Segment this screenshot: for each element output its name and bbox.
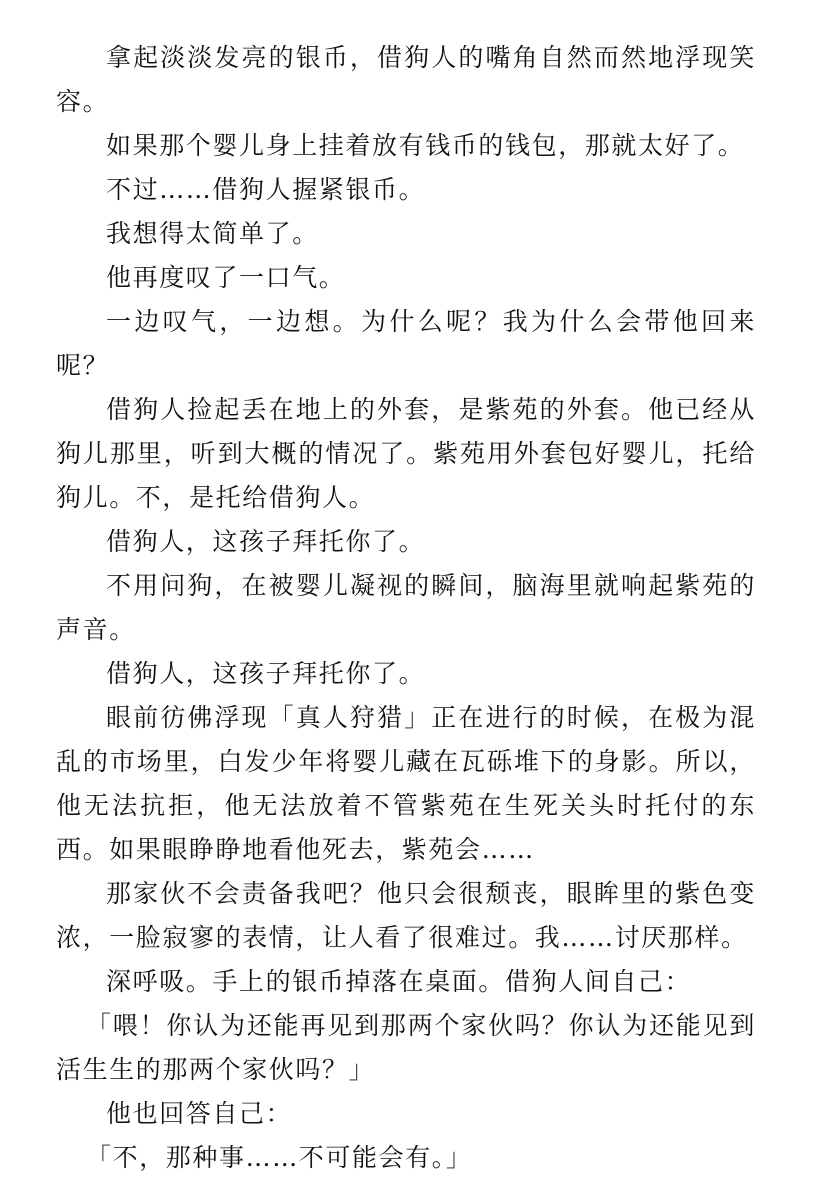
paragraph: 不用问狗，在被婴儿凝视的瞬间，脑海里就响起紫苑的声音。 (56, 571, 756, 644)
paragraph: 如果那个婴儿身上挂着放有钱币的钱包，那就太好了。 (106, 131, 745, 160)
document-page (56, 36, 756, 1180)
paragraph: 一边叹气，一边想。为什么呢？我为什么会带他回来呢？ (56, 307, 756, 380)
dialogue-paragraph: 「不，那种事……不可能会有。」 (86, 1143, 473, 1172)
paragraph: 借狗人捡起丢在地上的外套，是紫苑的外套。他已经从狗儿那里，听到大概的情况了。紫苑用外套包好婴儿，托给狗儿。不，是托给借狗人。 (56, 395, 756, 512)
paragraph: 眼前彷佛浮现「真人狩猎」正在进行的时候，在极为混乱的市场里，白发少年将婴儿藏在瓦砾堆下的身影。所以，他无法抗拒，他无法放着不管紫苑在生死关头时托付的东西。如果眼睁睁地看他死去，紫苑会…… (56, 703, 756, 864)
paragraph: 他也回答自己： (106, 1099, 293, 1128)
paragraph: 他再度叹了一口气。 (106, 263, 346, 292)
paragraph: 借狗人，这孩子拜托你了。 (106, 527, 426, 556)
dialogue-paragraph: 「喂！你认为还能再见到那两个家伙吗？你认为还能见到活生生的那两个家伙吗？」 (56, 1011, 756, 1084)
paragraph: 深呼吸。手上的银币掉落在桌面。借狗人间自己： (106, 967, 692, 996)
paragraph: 借狗人，这孩子拜托你了。 (106, 659, 426, 688)
paragraph: 不过……借狗人握紧银币。 (106, 175, 426, 204)
paragraph: 那家伙不会责备我吧？他只会很颓丧，眼眸里的紫色变浓，一脸寂寥的表情，让人看了很难过。我……讨厌那样。 (56, 879, 756, 952)
paragraph: 拿起淡淡发亮的银币，借狗人的嘴角自然而然地浮现笑容。 (56, 43, 756, 116)
paragraph: 我想得太简单了。 (106, 219, 319, 248)
